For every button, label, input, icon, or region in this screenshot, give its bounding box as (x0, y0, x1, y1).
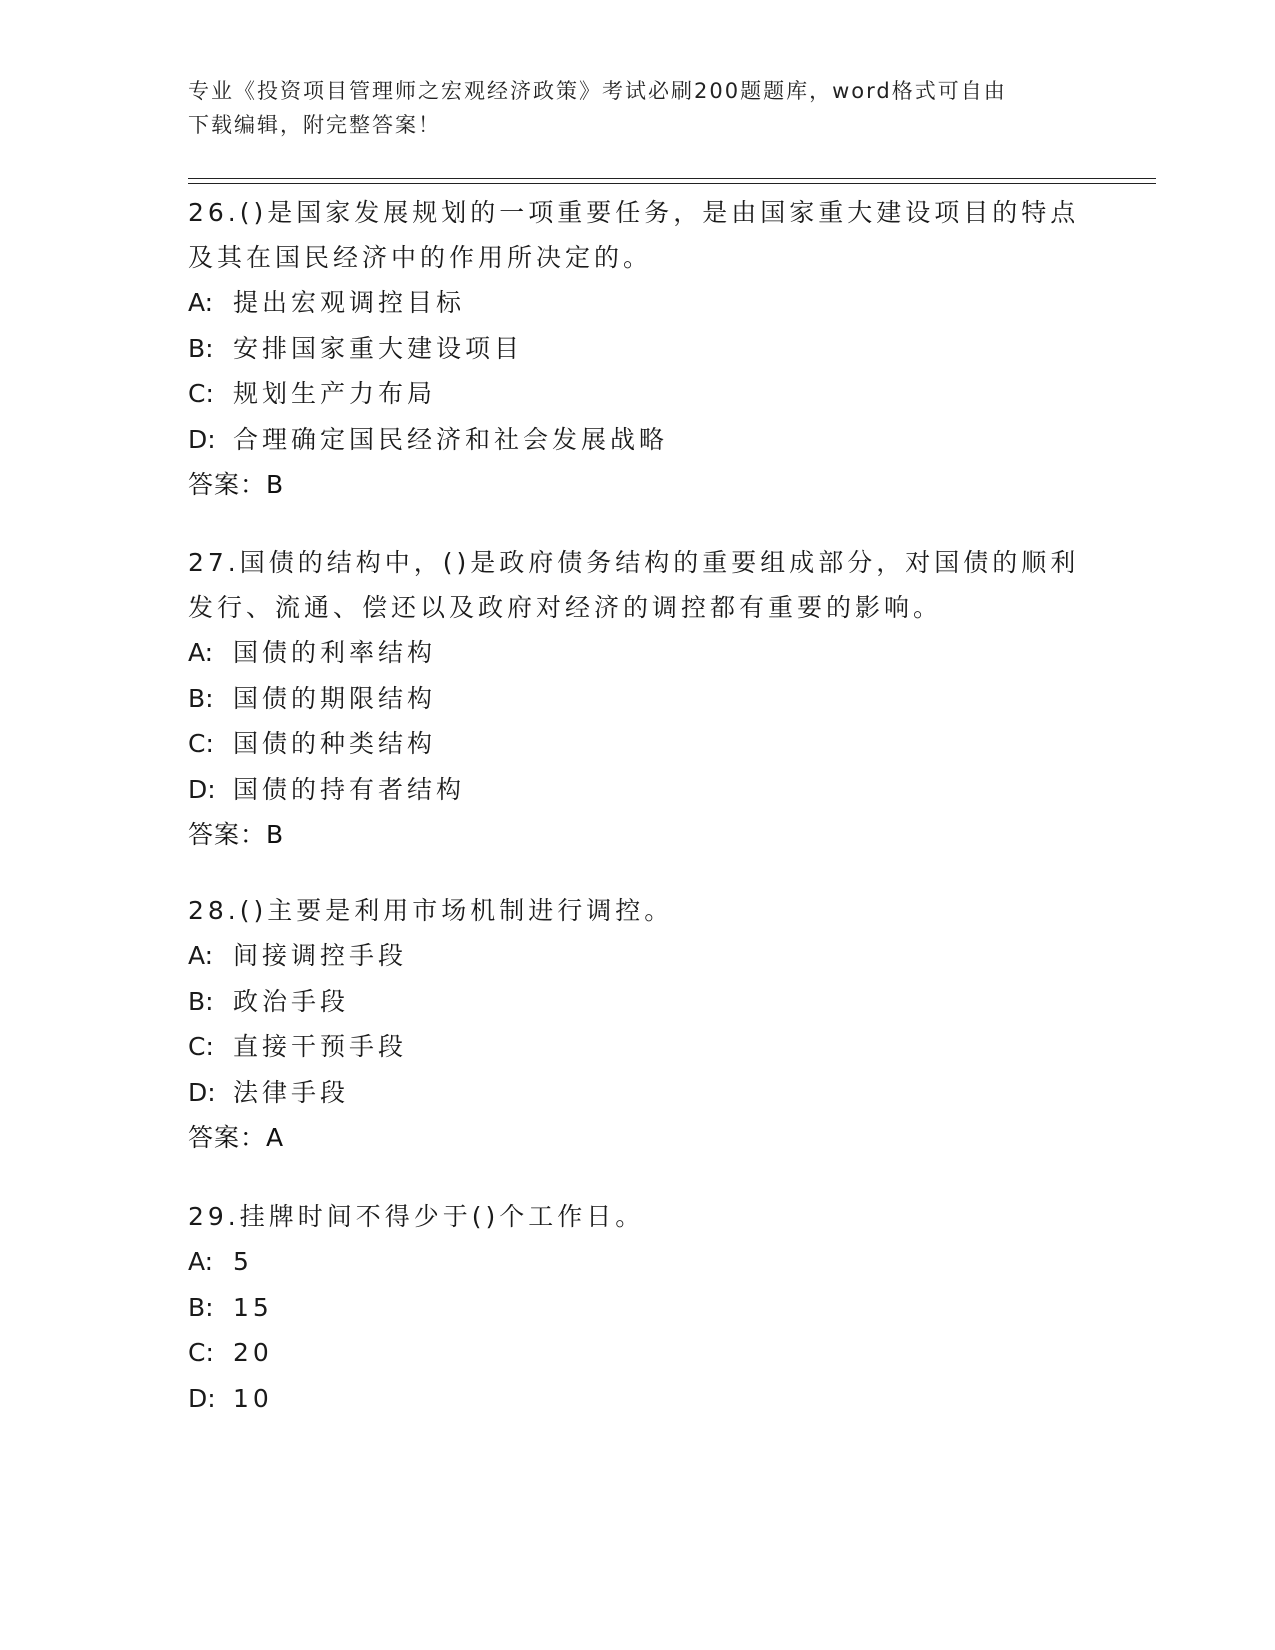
option-c (188, 721, 1088, 767)
option-key: A: (188, 288, 214, 317)
document-header (188, 74, 1088, 142)
option-text: 国债的利率结构 (233, 638, 437, 667)
option-a (188, 1239, 1088, 1285)
option-text: 20 (233, 1338, 273, 1367)
option-key: C: (188, 1032, 214, 1061)
header-divider-top (188, 178, 1156, 179)
option-a (188, 280, 1088, 326)
answer-line: 答案：A (188, 1123, 285, 1152)
option-text: 法律手段 (233, 1077, 350, 1107)
option-text: 规划生产力布局 (233, 379, 437, 408)
option-text: 直接干预手段 (233, 1032, 408, 1061)
option-text: 5 (233, 1247, 253, 1276)
option-text: 间接调控手段 (233, 941, 408, 970)
option-d (188, 1070, 1088, 1116)
option-text: 15 (233, 1292, 273, 1322)
option-key: B: (188, 683, 214, 713)
option-b (188, 1285, 1088, 1331)
header-divider-bottom (188, 183, 1156, 184)
question-26 (188, 190, 1088, 507)
question-stem-line-1: 28.()主要是利用市场机制进行调控。 (188, 896, 674, 925)
option-text: 政治手段 (233, 986, 350, 1016)
option-d (188, 417, 1088, 463)
question-stem-line-1: 27.国债的结构中，()是政府债务结构的重要组成部分，对国债的顺利 (188, 548, 1080, 577)
option-text: 合理确定国民经济和社会发展战略 (233, 424, 669, 454)
question-28 (188, 888, 1088, 1160)
option-text: 国债的种类结构 (233, 729, 437, 758)
option-d (188, 767, 1088, 813)
option-key: A: (188, 1247, 214, 1276)
option-key: B: (188, 986, 214, 1016)
option-c (188, 371, 1088, 417)
header-line-1: 专业《投资项目管理师之宏观经济政策》考试必刷200题题库，word格式可自由 (188, 79, 1007, 103)
answer-line: 答案：B (188, 470, 285, 499)
option-key: D: (188, 424, 216, 454)
option-b (188, 326, 1088, 372)
option-text: 安排国家重大建设项目 (233, 333, 524, 363)
option-d (188, 1376, 1088, 1422)
option-key: C: (188, 729, 214, 758)
answer-line: 答案：B (188, 820, 285, 849)
option-key: B: (188, 333, 214, 363)
option-text: 国债的持有者结构 (233, 774, 466, 804)
option-b (188, 979, 1088, 1025)
option-key: B: (188, 1292, 214, 1322)
question-stem-line-1: 29.挂牌时间不得少于()个工作日。 (188, 1202, 645, 1231)
option-key: A: (188, 638, 214, 667)
option-key: D: (188, 1383, 216, 1413)
option-c (188, 1330, 1088, 1376)
question-stem-line-2: 发行、流通、偿还以及政府对经济的调控都有重要的影响。 (188, 593, 943, 622)
option-b (188, 676, 1088, 722)
question-stem-line-2: 及其在国民经济中的作用所决定的。 (188, 243, 653, 272)
header-line-2: 下载编辑，附完整答案！ (188, 113, 441, 137)
option-c (188, 1024, 1088, 1070)
option-a (188, 630, 1088, 676)
question-stem-line-1: 26.()是国家发展规划的一项重要任务，是由国家重大建设项目的特点 (188, 198, 1080, 227)
option-key: D: (188, 774, 216, 804)
question-29 (188, 1194, 1088, 1421)
option-text: 10 (233, 1383, 273, 1413)
option-a (188, 933, 1088, 979)
option-key: D: (188, 1077, 216, 1107)
option-key: C: (188, 379, 214, 408)
option-key: A: (188, 941, 214, 970)
option-text: 提出宏观调控目标 (233, 288, 466, 317)
option-key: C: (188, 1338, 214, 1367)
option-text: 国债的期限结构 (233, 683, 437, 713)
question-27 (188, 540, 1088, 857)
